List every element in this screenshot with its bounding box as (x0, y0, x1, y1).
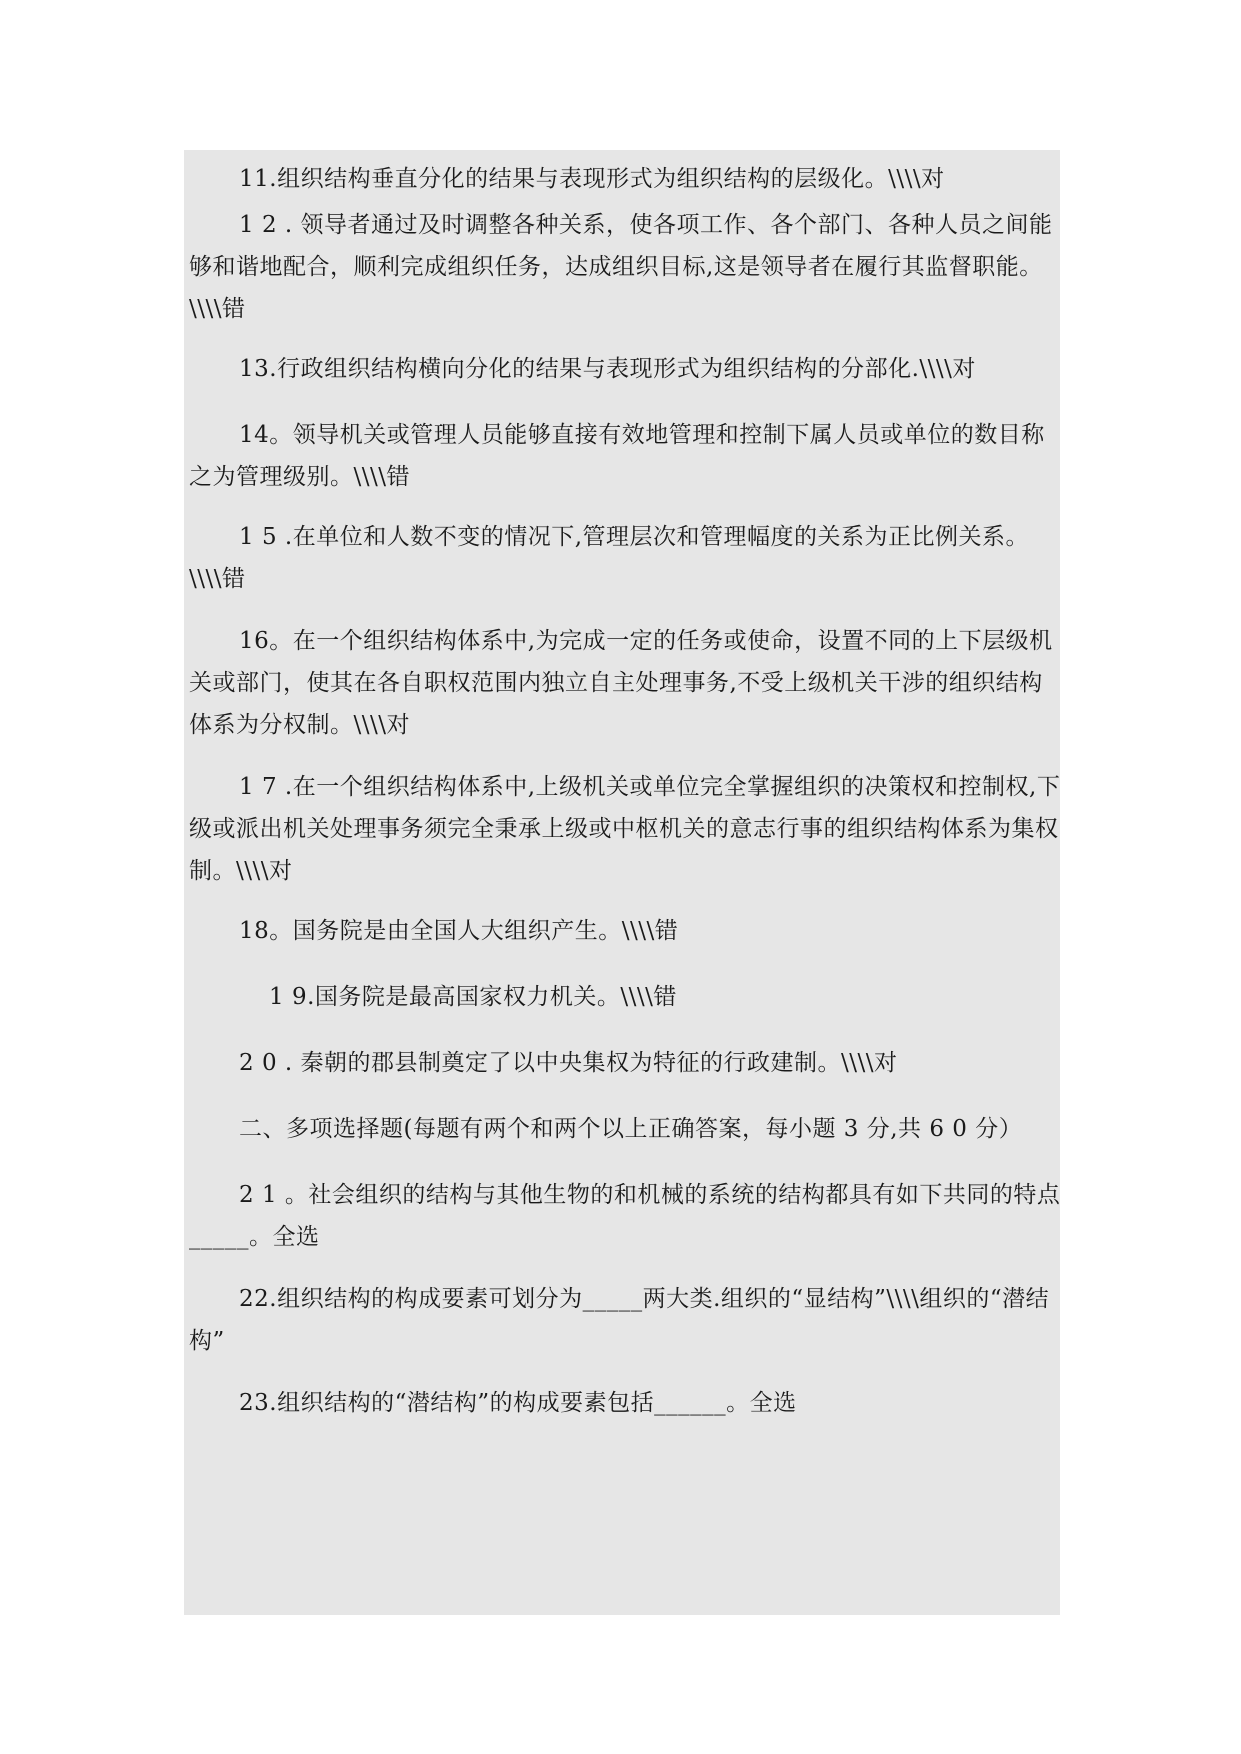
question-12: 1 2 . 领导者通过及时调整各种关系，使各项工作、各个部门、各种人员之间能够和谐地配合，顺利完成组织任务，达成组织目标,这是领导者在履行其监督职能。\\\\错 (189, 212, 1053, 322)
question-14: 14。领导机关或管理人员能够直接有效地管理和控制下属人员或单位的数目称之为管理级别。\\\\错 (189, 422, 1045, 490)
question-19: 1 9.国务院是最高国家权力机关。\\\\错 (269, 984, 677, 1010)
question-18: 18。国务院是由全国人大组织产生。\\\\错 (239, 918, 679, 944)
question-15: 1 5 .在单位和人数不变的情况下,管理层次和管理幅度的关系为正比例关系。\\\\错 (189, 524, 1030, 592)
question-13: 13.行政组织结构横向分化的结果与表现形式为组织结构的分部化.\\\\对 (239, 356, 976, 382)
question-21: 2 1 。社会组织的结构与其他生物的和机械的系统的结构都具有如下共同的特点_____。全选 (189, 1182, 1061, 1250)
question-16: 16。在一个组织结构体系中,为完成一定的任务或使命，设置不同的上下层级机关或部门，使其在各自职权范围内独立自主处理事务,不受上级机关干涉的组织结构体系为分权制。\\\\对 (189, 628, 1053, 738)
question-11: 11.组织结构垂直分化的结果与表现形式为组织结构的层级化。\\\\对 (239, 166, 945, 192)
question-22: 22.组织结构的构成要素可划分为_____两大类.组织的“显结构”\\\\组织的“潜结构” (189, 1286, 1050, 1354)
section-heading-multiple-choice: 二、多项选择题(每题有两个和两个以上正确答案，每小题 3 分,共 6 0 分） (239, 1116, 1023, 1142)
question-20: 2 0 . 秦朝的郡县制奠定了以中央集权为特征的行政建制。\\\\对 (239, 1050, 898, 1076)
question-17: 1 7 .在一个组织结构体系中,上级机关或单位完全掌握组织的决策权和控制权,下级或派出机关处理事务须完全秉承上级或中枢机关的意志行事的组织结构体系为集权制。\\\\对 (189, 774, 1061, 884)
question-23: 23.组织结构的“潜结构”的构成要素包括______。全选 (239, 1390, 797, 1416)
